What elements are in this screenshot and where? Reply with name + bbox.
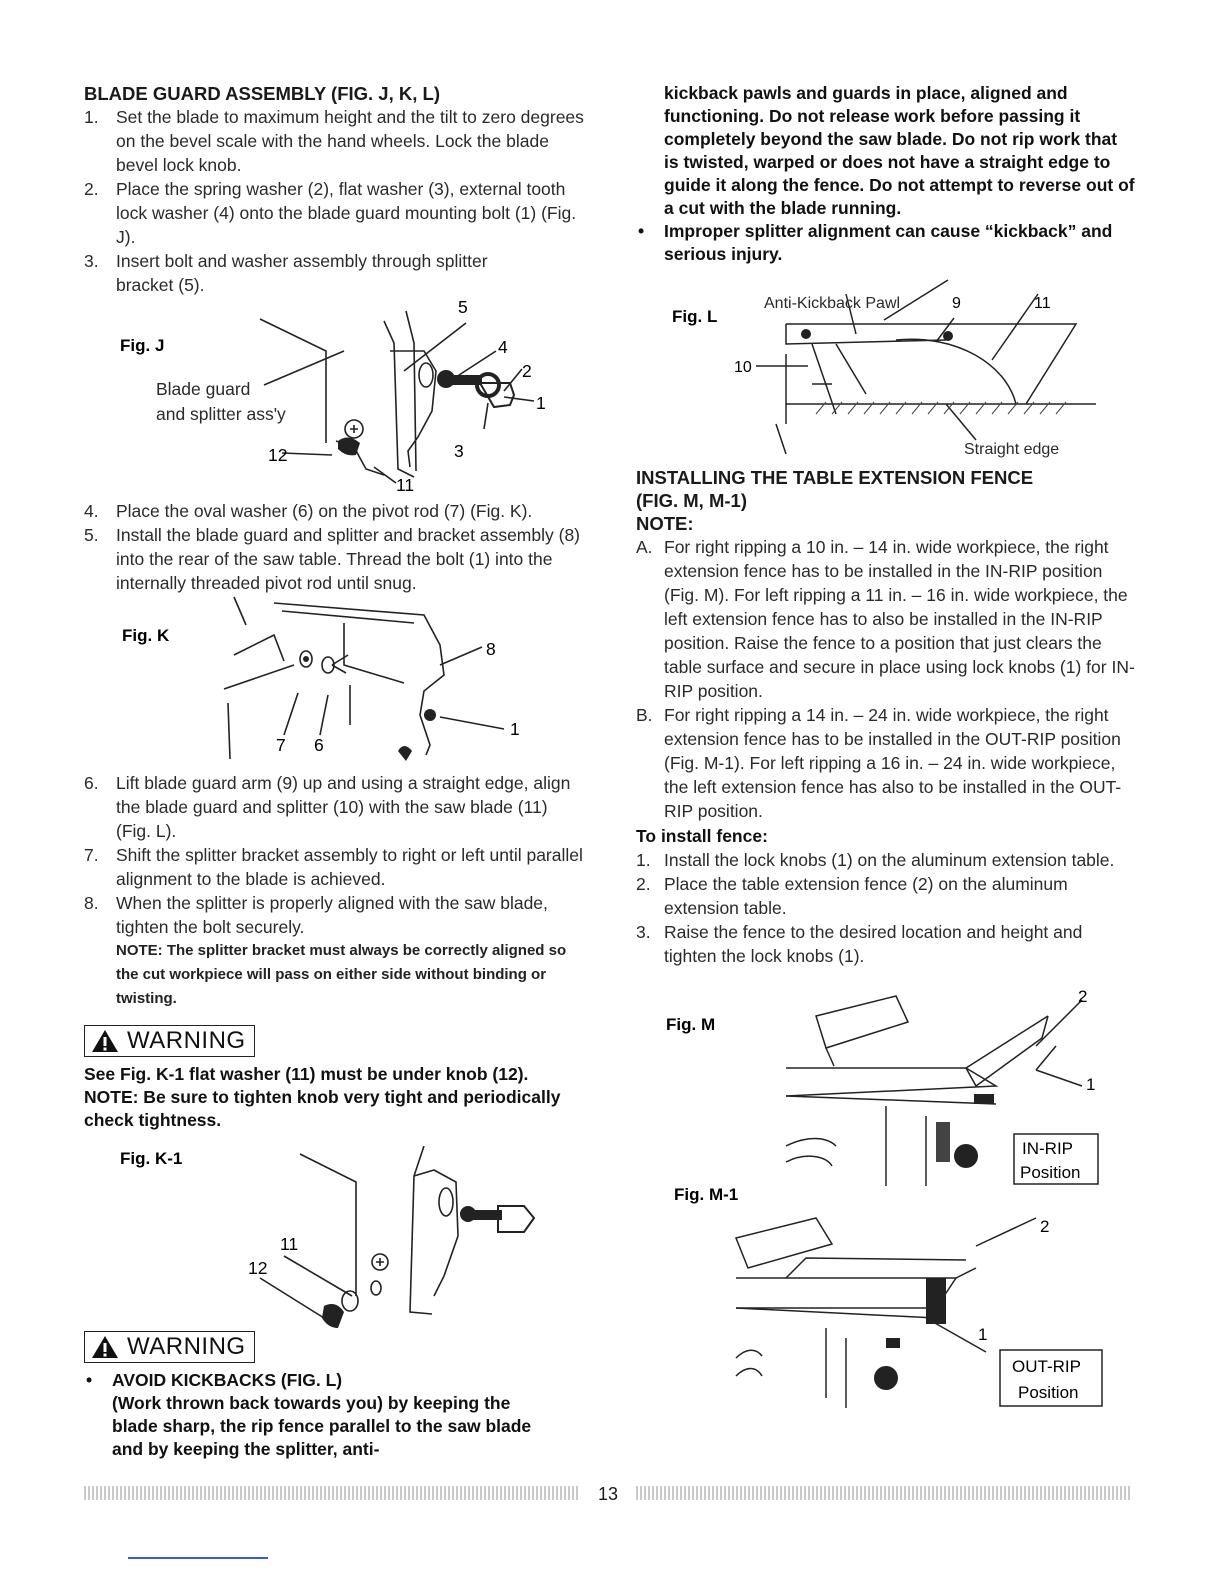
bullet-icon: • — [638, 221, 645, 241]
kickback-continued: kickback pawls and guards in place, aligned and functioning. Do not release work before passing it completely beyond the saw blade. Do not rip work that is twisted, warped or does not have a straight edge to guide it along the fence. Do not attempt to reverse out of a cut with the blade running. — [664, 83, 1135, 218]
warning-label-1: WARNING — [127, 1027, 246, 1054]
figure-j-n12: 12 — [268, 445, 288, 465]
figure-l-drawing — [636, 274, 1136, 466]
figure-m-n1: 1 — [1086, 1075, 1096, 1094]
figure-m-box-line-2: Position — [1020, 1163, 1081, 1182]
blue-underline — [128, 1557, 268, 1559]
figure-j-callout-2: and splitter ass'y — [156, 404, 286, 424]
figure-j-callout-1: Blade guard — [156, 379, 251, 399]
steps-list-c — [84, 771, 584, 939]
figure-l-label: Fig. L — [672, 307, 718, 326]
list-item: 2. Place the spring washer (2), flat washer (3), external tooth lock washer (4) onto the blade guard mounting bolt (1) (Fig. J). — [84, 179, 577, 247]
figure-m1-n1: 1 — [978, 1325, 988, 1344]
figure-k-drawing — [84, 595, 584, 765]
figure-l-n11: 11 — [1034, 295, 1051, 312]
figure-j-n4: 4 — [498, 337, 508, 357]
figure-m1-drawing — [636, 1188, 1136, 1418]
list-item: 7. Shift the splitter bracket assembly to right or left until parallel alignment to the blade is achieved. — [84, 845, 583, 889]
left-column — [84, 82, 584, 1461]
figure-m — [636, 986, 1136, 1196]
figure-k-n1: 1 — [510, 719, 520, 739]
bullet-icon: • — [86, 1370, 93, 1390]
figure-k-label: Fig. K — [122, 626, 170, 645]
figure-k1-label: Fig. K-1 — [120, 1149, 183, 1168]
section-heading-extension-fence-figs: (FIG. M, M-1) — [636, 490, 747, 511]
list-item: 8. When the splitter is properly aligned with the saw blade, tighten the bolt securely. — [84, 893, 548, 937]
figure-m-label: Fig. M — [666, 1015, 716, 1034]
list-item: A. For right ripping a 10 in. – 14 in. wide workpiece, the right extension fence has to be installed in the IN-RIP position (Fig. M). For left ripping a 11 in. – 16 in. wide workpiece, the left extension fence has to also be installed in the IN-RIP position. Raise the fence to a position that just clears the table surface and secure in place using lock knobs (1) for IN-RIP position. — [636, 537, 1135, 701]
figure-k-n8: 8 — [486, 639, 496, 659]
figure-j-n1: 1 — [536, 393, 546, 413]
warning-label-2: WARNING — [127, 1333, 246, 1360]
figure-l — [636, 274, 1136, 466]
figure-k-n7: 7 — [276, 735, 286, 755]
warning-triangle-icon — [91, 1029, 119, 1053]
figure-k1-drawing — [84, 1146, 584, 1346]
splitter-note: NOTE: The splitter bracket must always be correctly aligned so the cut workpiece will pass on either side without binding or twisting. — [116, 942, 567, 1007]
list-item: 3. Raise the fence to the desired location and height and tighten the lock knobs (1). — [636, 922, 1083, 966]
figure-l-n10: 10 — [734, 359, 752, 376]
figure-l-straight-edge: Straight edge — [964, 441, 1060, 458]
section-heading-extension-fence: INSTALLING THE TABLE EXTENSION FENCE — [636, 467, 1034, 488]
figure-j-n2: 2 — [522, 361, 532, 381]
page-number: 13 — [598, 1484, 619, 1504]
list-item: 6. Lift blade guard arm (9) up and using a straight edge, align the blade guard and splitter (10) with the saw blade (11) (Fig. L). — [84, 773, 571, 841]
notes-list — [636, 535, 1136, 823]
figure-j — [84, 291, 584, 501]
kickback-bullet: • AVOID KICKBACKS (FIG. L) — [86, 1370, 343, 1390]
list-item: 3. Insert bolt and washer assembly through splitter bracket (5). — [84, 251, 488, 295]
install-steps — [636, 848, 1136, 968]
kickback-text: (Work thrown back towards you) by keeping the blade sharp, the rip fence parallel to the saw blade and by keeping the splitter, anti- — [112, 1393, 532, 1459]
figure-l-n9: 9 — [952, 295, 961, 312]
list-item: 1. Set the blade to maximum height and the tilt to zero degrees on the bevel scale with the hand wheels. Lock the blade bevel lock knob. — [84, 107, 584, 175]
steps-list-a — [84, 105, 584, 297]
note-heading: NOTE: — [636, 513, 694, 534]
figure-m-box-line-1: IN-RIP — [1022, 1139, 1073, 1158]
figure-j-label: Fig. J — [120, 336, 165, 355]
section-heading-blade-guard: BLADE GUARD ASSEMBLY (FIG. J, K, L) — [84, 83, 440, 104]
figure-m-n2: 2 — [1078, 987, 1088, 1006]
steps-list-b — [84, 499, 584, 595]
splitter-bullet: • Improper splitter alignment can cause “kickback” and serious injury. — [638, 221, 1113, 264]
figure-m1-label: Fig. M-1 — [674, 1188, 739, 1204]
list-item: B. For right ripping a 14 in. – 24 in. wide workpiece, the right extension fence has to be installed in the OUT-RIP position (Fig. M-1). For left ripping a 16 in. – 24 in. wide workpiece, the left extension fence has also to be installed in the OUT-RIP position. — [636, 705, 1122, 821]
figure-k1 — [84, 1146, 584, 1346]
list-item: 5. Install the blade guard and splitter and bracket assembly (8) into the rear of the saw table. Thread the bolt (1) into the internally threaded pivot rod until snug. — [84, 525, 581, 593]
figure-k1-n11: 11 — [280, 1234, 299, 1254]
list-item: 2. Place the table extension fence (2) on the aluminum extension table. — [636, 874, 1068, 918]
figure-l-pawl: Anti-Kickback Pawl — [764, 295, 901, 312]
figure-j-n11: 11 — [396, 475, 415, 495]
figure-m-drawing — [636, 986, 1136, 1196]
right-column — [636, 82, 1136, 1418]
warning-text-1: See Fig. K-1 flat washer (11) must be under knob (12). NOTE: Be sure to tighten knob very tight and periodically check tightness. — [84, 1064, 561, 1130]
list-item: 4. Place the oval washer (6) on the pivot rod (7) (Fig. K). — [84, 501, 533, 521]
figure-m1-box-line-2: Position — [1018, 1383, 1079, 1402]
figure-j-drawing — [84, 291, 584, 501]
warning-box-1 — [84, 1025, 255, 1057]
figure-m1-n2: 2 — [1040, 1217, 1050, 1236]
footer-rule-left — [84, 1486, 580, 1500]
figure-m1-box-line-1: OUT-RIP — [1012, 1357, 1081, 1376]
footer-rule-right — [636, 1486, 1130, 1500]
figure-k — [84, 595, 584, 765]
install-heading: To install fence: — [636, 826, 768, 846]
list-item: 1. Install the lock knobs (1) on the aluminum extension table. — [636, 850, 1115, 870]
figure-j-n5: 5 — [458, 297, 468, 317]
figure-k-n6: 6 — [314, 735, 324, 755]
figure-j-n3: 3 — [454, 441, 464, 461]
figure-m1 — [636, 1188, 1136, 1418]
figure-k1-n12: 12 — [248, 1258, 268, 1278]
